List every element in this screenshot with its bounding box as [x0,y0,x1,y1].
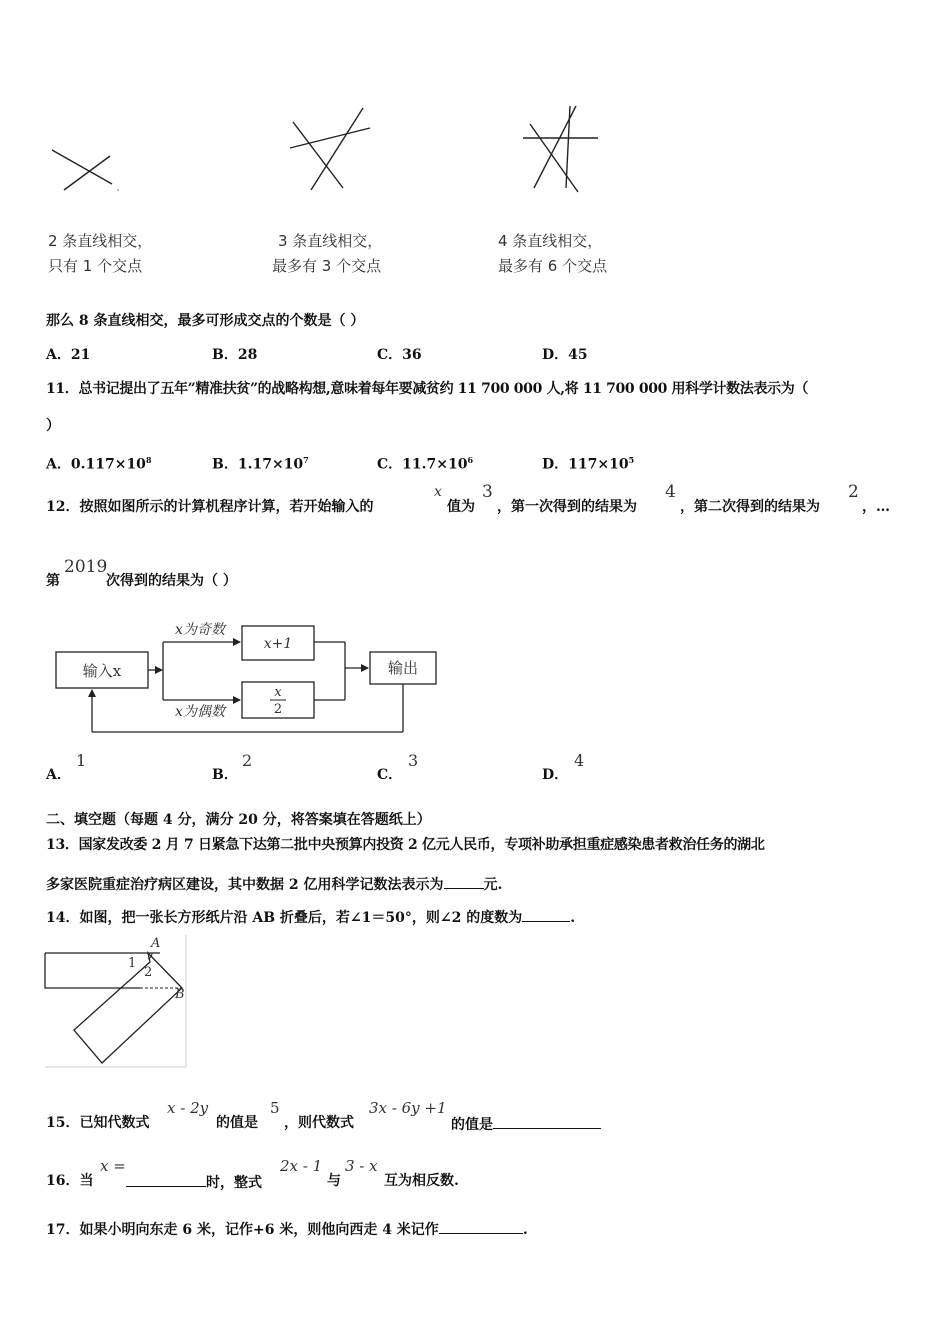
q12-val3: 2 [848,482,859,502]
q16-answer-blank[interactable] [126,1172,206,1187]
q15-a: 15．已知代数式 [46,1115,150,1131]
q12-option-a[interactable]: A． [46,767,71,783]
q12-option-d-value: 4 [574,751,585,770]
caption-three-lines-2: 最多有 3 个交点 [272,257,382,275]
q12-part2: 值为 [447,499,475,515]
q14-answer-blank[interactable] [522,907,570,922]
q11-option-c[interactable]: C．$11.7\times 10^6$ [377,455,474,473]
q11-question: 11．总书记提出了五年”精准扶贫”的战略构想,意味着每年要减贫约 11 700 000 人,将 11 700 000 用科学计数法表示为（ [46,381,809,397]
caption-three-lines-1: 3 条直线相交， [278,232,383,250]
q11-option-a[interactable]: A．$0.117\times 10^8$ [46,455,152,473]
caption-two-lines-2: 只有 1 个交点 [48,257,143,275]
q12-option-c-value: 3 [408,751,419,770]
q14-question: 14．如图，把一张长方形纸片沿 AB 折叠后，若∠1＝50°，则∠2 的度数为 . [46,907,575,927]
q13-answer-blank[interactable] [444,874,484,889]
q17-answer-blank[interactable] [439,1219,523,1234]
three-lines-figure [285,105,375,195]
q12-option-b[interactable]: B． [212,767,238,783]
q13-line2: 多家医院重症治疗病区建设，其中数据 2 亿用科学记数法表示为 元. [46,874,502,894]
caption-four-lines-1: 4 条直线相交， [498,232,603,250]
q13-line1: 13．国家发改委 2 月 7 日紧急下达第二批中央预算内投资 2 亿元人民币，专项补助承担重症感染患者救治任务的湖北 [46,837,765,853]
q14-label-b: B [175,987,185,1002]
flow-odd-text: x+1 [263,636,293,652]
q10-question: 那么 8 条直线相交，最多可形成交点的个数是（ ） [46,313,365,329]
q14-label-1: 1 [128,956,137,971]
two-lines-figure [40,140,130,200]
q10-option-a[interactable]: A．21 [46,347,91,363]
q15-answer-blank[interactable] [493,1114,601,1129]
q12-option-b-value: 2 [242,751,253,770]
q12-part5: ，… [862,499,890,515]
q14-folded-paper-figure [44,935,192,1070]
q15-expr1: x - 2y [167,1099,209,1117]
q14-label-a: A [151,936,161,951]
q15-val: 5 [270,1099,280,1117]
q12-line2-b: 次得到的结果为（ ） [106,573,237,589]
flow-odd-label: x为奇数 [175,622,225,638]
q12-flowchart [40,612,450,747]
caption-two-lines-1: 2 条直线相交， [48,232,153,250]
q16-b: 时，整式 [126,1172,262,1192]
section2-title: 二、填空题（每题 4 分，满分 20 分，将答案填在答题纸上） [46,812,431,828]
q12-part3: ，第一次得到的结果为 [497,499,637,515]
q12-number-part1: 12．按照如图所示的计算机程序计算，若开始输入的 [46,499,374,515]
q16-expr2: 3 - x [345,1157,378,1175]
q17-question: 17．如果小明向东走 6 米，记作+6 米，则他向西走 4 米记作 . [46,1219,528,1239]
q15-b: 的值是 [216,1115,258,1131]
q12-line2-a: 第 [46,573,60,589]
q14-label-2: 2 [144,965,153,980]
flow-output-text: 输出 [387,659,419,677]
q10-option-c[interactable]: C．36 [377,347,422,363]
q15-d: 的值是 [451,1114,601,1134]
flow-even-label: x为偶数 [175,704,225,720]
q12-val2: 4 [665,482,676,502]
flow-even-den: 2 [273,702,283,717]
q16-expr: x = [100,1157,126,1175]
q12-part4: ，第二次得到的结果为 [680,499,820,515]
q11-option-d[interactable]: D．$117\times 10^5$ [542,455,635,473]
q16-c: 与 [327,1173,341,1189]
q16-d: 互为相反数. [384,1173,459,1189]
q15-expr2: 3x - 6y +1 [369,1099,447,1117]
q15-c: ，则代数式 [284,1115,354,1131]
q12-option-a-value: 1 [76,751,87,770]
q16-a: 16．当 [46,1173,94,1189]
q16-expr1: 2x - 1 [280,1157,323,1175]
four-lines-figure [520,100,610,195]
q12-line2-num: 2019 [64,557,108,577]
q12-val1: 3 [482,482,493,502]
q10-option-b[interactable]: B．28 [212,347,258,363]
q12-option-d[interactable]: D． [542,767,569,783]
q11-option-b[interactable]: B．$1.17\times 10^7$ [212,455,309,473]
q10-option-d[interactable]: D．45 [542,347,588,363]
caption-four-lines-2: 最多有 6 个交点 [498,257,608,275]
flow-even-num: x [274,685,282,700]
flow-input-text: 输入x [82,662,122,680]
q11-question-close: ） [46,418,60,434]
q12-var-x: x [434,484,442,500]
q12-option-c[interactable]: C． [377,767,403,783]
